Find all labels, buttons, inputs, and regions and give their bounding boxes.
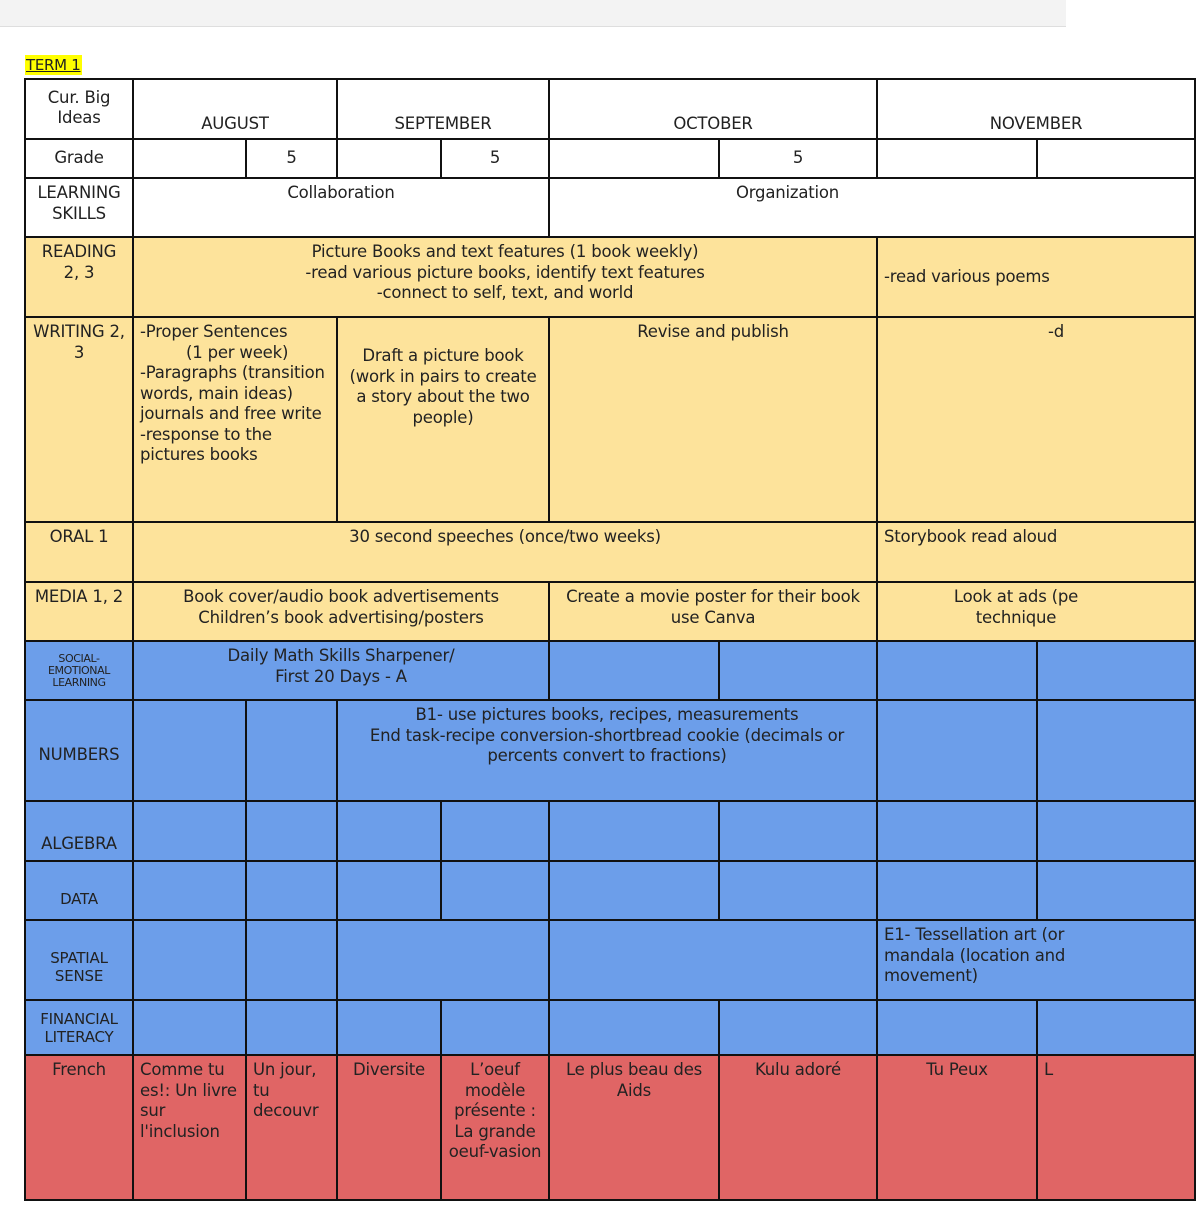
french-row <box>25 1055 1195 1200</box>
numbers-cell <box>1037 700 1195 801</box>
media-row <box>25 582 1195 641</box>
grade-cell <box>549 139 719 178</box>
financial-cell <box>246 1000 337 1055</box>
curriculum-table-viewport[interactable] <box>24 78 1083 1202</box>
grade-label: Grade <box>25 139 133 178</box>
sel-label: SOCIAL-EMOTIONAL LEARNING <box>25 641 133 700</box>
french-label: French <box>25 1055 133 1200</box>
data-cell <box>337 861 441 920</box>
algebra-cell <box>549 801 719 861</box>
grade-cell <box>877 139 1037 178</box>
media-label: MEDIA 1, 2 <box>25 582 133 641</box>
french-cell: L <box>1037 1055 1195 1200</box>
data-cell <box>133 861 246 920</box>
oral-november-cell: Storybook read aloud <box>877 522 1195 582</box>
algebra-cell <box>877 801 1037 861</box>
oral-label: ORAL 1 <box>25 522 133 582</box>
french-cell: L’oeuf modèle présente : La grande oeuf-vasion <box>441 1055 549 1200</box>
sel-cell <box>719 641 877 700</box>
reading-november-cell: -read various poems <box>877 237 1195 317</box>
french-cell: Diversite <box>337 1055 441 1200</box>
sel-cell <box>1037 641 1195 700</box>
spatial-cell <box>337 920 549 1000</box>
financial-cell <box>337 1000 441 1055</box>
term-label: TERM 1 <box>26 56 81 74</box>
oral-row <box>25 522 1195 582</box>
financial-cell <box>1037 1000 1195 1055</box>
algebra-label: ALGEBRA <box>25 801 133 861</box>
financial-literacy-label: FINANCIAL LITERACY <box>25 1000 133 1055</box>
sel-row <box>25 641 1195 700</box>
financial-cell <box>719 1000 877 1055</box>
media-line: Book cover/audio book advertisements <box>183 587 499 606</box>
financial-cell <box>133 1000 246 1055</box>
french-cell: Le plus beau des Aids <box>549 1055 719 1200</box>
reading-line: Picture Books and text features (1 book weekly) <box>311 242 699 261</box>
numbers-line: End task-recipe conversion-shortbread cookie (decimals or percents convert to fractions) <box>369 725 845 765</box>
media-aug-sep-cell <box>133 582 549 641</box>
month-november: NOVEMBER <box>877 79 1195 139</box>
curriculum-plan-table <box>24 78 1196 1201</box>
financial-cell <box>441 1000 549 1055</box>
algebra-row <box>25 801 1195 861</box>
learning-skills-row <box>25 178 1195 237</box>
writing-row <box>25 317 1195 522</box>
spatial-cell <box>549 920 877 1000</box>
writing-august-cell <box>133 317 337 522</box>
learning-skills-label: LEARNING SKILLS <box>25 178 133 237</box>
writing-line: journals and free write <box>140 404 322 423</box>
data-cell <box>549 861 719 920</box>
spatial-cell <box>133 920 246 1000</box>
writing-november-cell: -d <box>877 317 1195 522</box>
writing-line: -response to the pictures books <box>140 424 272 464</box>
writing-line: (1 per week) <box>186 342 289 362</box>
oral-main-cell: 30 second speeches (once/two weeks) <box>133 522 877 582</box>
writing-line: -Paragraphs (transition words, main ideas) <box>140 363 325 403</box>
algebra-cell <box>337 801 441 861</box>
sel-main-cell <box>133 641 549 700</box>
algebra-cell <box>719 801 877 861</box>
spatial-sense-row <box>25 920 1195 1000</box>
media-october-cell: Create a movie poster for their book use Canva <box>549 582 877 641</box>
french-cell: Un jour, tu decouvr <box>246 1055 337 1200</box>
financial-cell <box>877 1000 1037 1055</box>
media-line: Children’s book advertising/posters <box>198 607 484 627</box>
numbers-main-cell <box>337 700 877 801</box>
reading-line: -connect to self, text, and world <box>376 283 634 302</box>
month-october: OCTOBER <box>549 79 877 139</box>
numbers-cell <box>133 700 246 801</box>
algebra-cell <box>133 801 246 861</box>
data-cell <box>719 861 877 920</box>
corner-cell: Cur. Big Ideas <box>25 79 133 139</box>
financial-cell <box>549 1000 719 1055</box>
grade-cell <box>1037 139 1195 178</box>
grade-cell <box>337 139 441 178</box>
media-november-cell: Look at ads (pe technique <box>877 582 1195 641</box>
grade-cell: 5 <box>719 139 877 178</box>
data-cell <box>246 861 337 920</box>
grade-cell <box>133 139 246 178</box>
header-row <box>25 79 1195 139</box>
data-label: DATA <box>25 861 133 920</box>
grade-cell: 5 <box>441 139 549 178</box>
french-cell: Kulu adoré <box>719 1055 877 1200</box>
grade-row <box>25 139 1195 178</box>
spatial-cell <box>246 920 337 1000</box>
learning-skill-collaboration: Collaboration <box>133 178 549 237</box>
sel-line: Daily Math Skills Sharpener/ <box>227 646 455 665</box>
month-september: SEPTEMBER <box>337 79 549 139</box>
numbers-cell <box>877 700 1037 801</box>
data-cell <box>877 861 1037 920</box>
reading-line: -read various picture books, identify text features <box>305 262 705 282</box>
algebra-cell <box>1037 801 1195 861</box>
reading-label: READING 2, 3 <box>25 237 133 317</box>
french-cell: Comme tu es!: Un livre sur l'inclusion <box>133 1055 246 1200</box>
spatial-sense-label: SPATIAL SENSE <box>25 920 133 1000</box>
month-august: AUGUST <box>133 79 337 139</box>
algebra-cell <box>246 801 337 861</box>
writing-october-cell: Revise and publish <box>549 317 877 522</box>
writing-september-cell: Draft a picture book (work in pairs to create a story about the two people) <box>337 317 549 522</box>
writing-label: WRITING 2, 3 <box>25 317 133 522</box>
writing-line: -Proper Sentences <box>140 322 288 341</box>
numbers-cell <box>246 700 337 801</box>
french-cell: Tu Peux <box>877 1055 1037 1200</box>
grade-cell: 5 <box>246 139 337 178</box>
numbers-label: NUMBERS <box>25 700 133 801</box>
data-cell <box>441 861 549 920</box>
data-row <box>25 861 1195 920</box>
algebra-cell <box>441 801 549 861</box>
sel-cell <box>549 641 719 700</box>
financial-literacy-row <box>25 1000 1195 1055</box>
toolbar-strip <box>0 0 1066 27</box>
sel-cell <box>877 641 1037 700</box>
reading-row <box>25 237 1195 317</box>
sel-line: First 20 Days - A <box>275 666 407 686</box>
learning-skill-organization: Organization <box>549 178 1195 237</box>
numbers-row <box>25 700 1195 801</box>
reading-main-cell <box>133 237 877 317</box>
data-cell <box>1037 861 1195 920</box>
numbers-line: B1- use pictures books, recipes, measurements <box>415 705 799 724</box>
spatial-november-cell: E1- Tessellation art (or mandala (location and movement) <box>877 920 1195 1000</box>
